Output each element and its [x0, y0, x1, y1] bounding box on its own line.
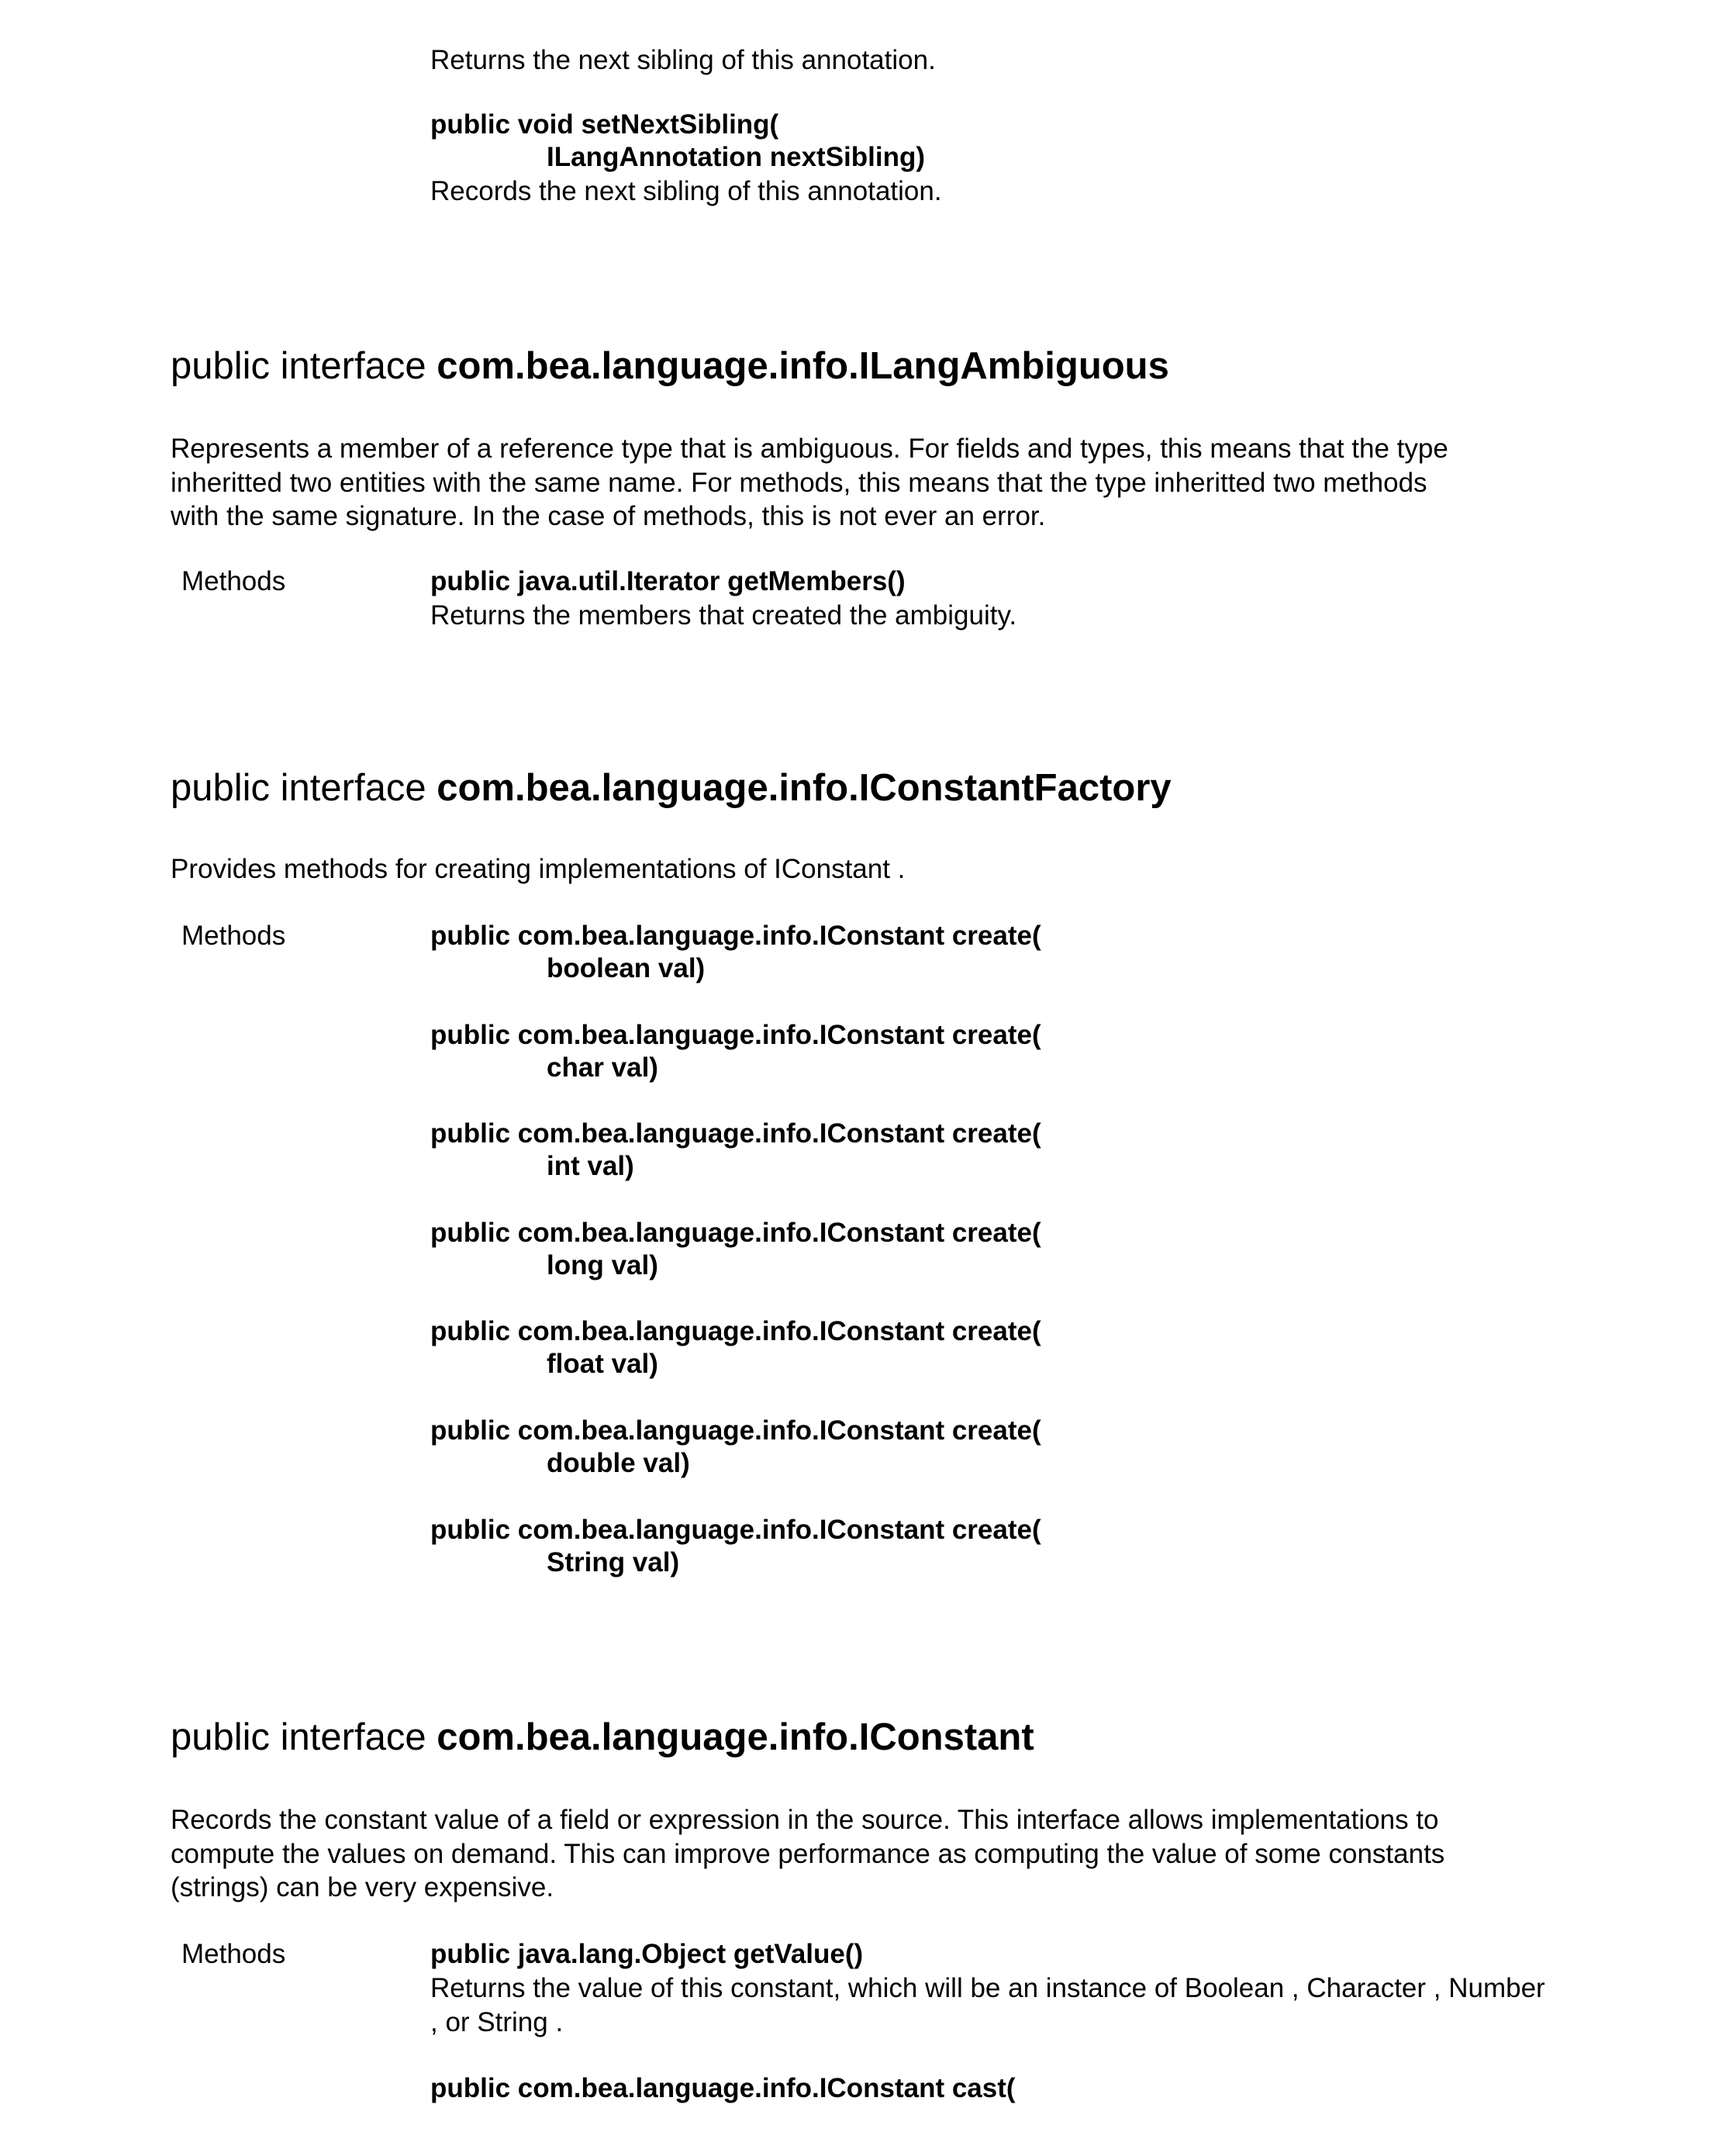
method-signature: public com.bea.language.info.IConstant create( — [430, 919, 1041, 953]
method-signature: public com.bea.language.info.IConstant create( — [430, 1117, 1041, 1151]
interface-description: with the same signature. In the case of methods, this is not ever an error. — [171, 499, 1045, 534]
method-signature: public com.bea.language.info.IConstant create( — [430, 1315, 1041, 1349]
method-parameter: double val) — [547, 1446, 690, 1481]
interface-heading — [171, 765, 1172, 811]
method-signature: public com.bea.language.info.IConstant cast( — [430, 2072, 1016, 2106]
interface-name: com.bea.language.info.IConstant — [437, 1716, 1034, 1758]
method-signature: public com.bea.language.info.IConstant create( — [430, 1216, 1041, 1250]
method-signature: public com.bea.language.info.IConstant create( — [430, 1414, 1041, 1448]
method-parameter: long val) — [547, 1249, 658, 1283]
method-parameter: float val) — [547, 1347, 658, 1381]
interface-heading — [171, 343, 1169, 389]
method-description: Returns the members that created the ambiguity. — [430, 599, 1016, 633]
interface-description: Represents a member of a reference type that is ambiguous. For fields and types, this means that the type — [171, 432, 1448, 466]
methods-label: Methods — [181, 565, 285, 599]
interface-description: compute the values on demand. This can improve performance as computing the value of some constants — [171, 1837, 1444, 1871]
methods-label: Methods — [181, 1937, 285, 1971]
method-description: , or String . — [430, 2006, 563, 2040]
heading-prefix: public interface — [171, 767, 437, 809]
method-description: Records the next sibling of this annotation. — [430, 175, 942, 209]
method-parameter: int val) — [547, 1149, 634, 1184]
method-signature: public com.bea.language.info.IConstant create( — [430, 1513, 1041, 1547]
method-signature: public java.lang.Object getValue() — [430, 1937, 863, 1971]
method-parameter: ILangAnnotation nextSibling) — [547, 140, 925, 175]
interface-heading — [171, 1714, 1034, 1761]
method-description: Returns the value of this constant, which will be an instance of Boolean , Character , Number — [430, 1971, 1545, 2006]
interface-name: com.bea.language.info.IConstantFactory — [437, 767, 1171, 809]
method-description: Returns the next sibling of this annotation. — [430, 43, 936, 78]
interface-name: com.bea.language.info.ILangAmbiguous — [437, 345, 1169, 387]
method-signature: public com.bea.language.info.IConstant create( — [430, 1018, 1041, 1052]
interface-description: Provides methods for creating implementations of IConstant . — [171, 852, 905, 886]
interface-description: (strings) can be very expensive. — [171, 1871, 554, 1905]
method-signature: public java.util.Iterator getMembers() — [430, 565, 906, 599]
method-parameter: char val) — [547, 1051, 658, 1085]
method-parameter: String val) — [547, 1546, 679, 1580]
interface-description: inheritted two entities with the same name. For methods, this means that the type inheritted two methods — [171, 466, 1427, 500]
heading-prefix: public interface — [171, 1716, 437, 1758]
method-signature: public void setNextSibling( — [430, 108, 778, 142]
heading-prefix: public interface — [171, 345, 437, 387]
interface-description: Records the constant value of a field or expression in the source. This interface allows implementations to — [171, 1803, 1438, 1837]
method-parameter: boolean val) — [547, 952, 705, 986]
methods-label: Methods — [181, 919, 285, 953]
